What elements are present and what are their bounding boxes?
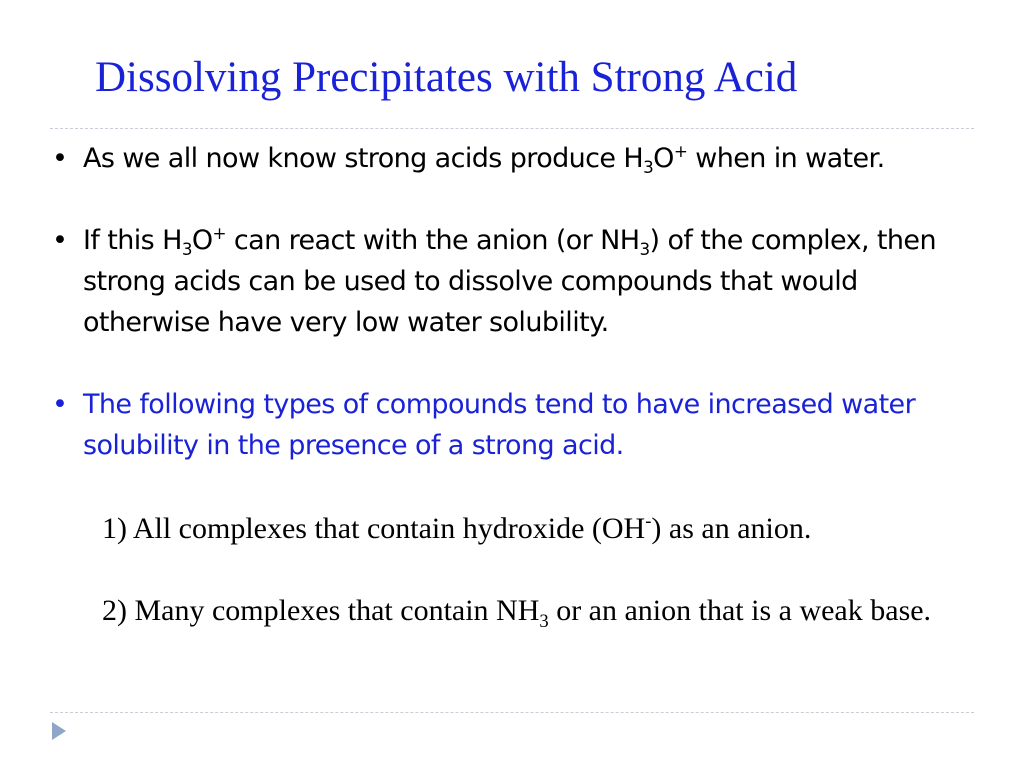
subscript: 3 bbox=[643, 156, 654, 177]
bullet-list bbox=[52, 138, 992, 466]
superscript: + bbox=[673, 140, 688, 161]
slide-title: Dissolving Precipitates with Strong Acid bbox=[95, 54, 798, 101]
numbered-list bbox=[102, 508, 992, 631]
bullet-item-3 bbox=[52, 384, 992, 466]
bullet-text: As we all now know strong acids produce H bbox=[83, 143, 644, 174]
bullet-item-1 bbox=[52, 138, 992, 179]
numbered-text: ) as an anion. bbox=[651, 512, 812, 545]
numbered-text: 2) Many complexes that contain NH bbox=[102, 594, 540, 627]
bullet-dot-icon: • bbox=[52, 225, 68, 256]
footer-divider bbox=[50, 712, 974, 713]
numbered-text: or an anion that is a weak base. bbox=[548, 594, 932, 627]
subscript: 3 bbox=[181, 238, 192, 259]
subscript: 3 bbox=[639, 238, 650, 259]
numbered-text: 1) All complexes that contain hydroxide (OH bbox=[102, 512, 646, 545]
bullet-dot-icon: • bbox=[52, 143, 68, 174]
bullet-text: ) of the complex, then strong acids can be used to dissolve compounds that would otherwise have very low water solubility. bbox=[83, 225, 936, 338]
bullet-text: O bbox=[191, 225, 213, 256]
triangle-right-icon[interactable] bbox=[52, 722, 66, 740]
bullet-text: can react with the anion (or NH bbox=[225, 225, 640, 256]
bullet-dot-icon: • bbox=[52, 389, 68, 420]
numbered-item-2 bbox=[102, 590, 992, 631]
bullet-text: If this H bbox=[83, 225, 182, 256]
numbered-item-1 bbox=[102, 508, 992, 549]
bullet-text: O bbox=[653, 143, 674, 174]
title-divider bbox=[50, 128, 974, 129]
subscript: 3 bbox=[539, 610, 549, 632]
superscript: - bbox=[645, 510, 652, 532]
bullet-text: The following types of compounds tend to have increased water solubility in the presence of a strong acid. bbox=[83, 389, 916, 461]
bullet-item-2 bbox=[52, 220, 992, 343]
bullet-text: when in water. bbox=[687, 143, 885, 174]
superscript: + bbox=[212, 222, 226, 243]
